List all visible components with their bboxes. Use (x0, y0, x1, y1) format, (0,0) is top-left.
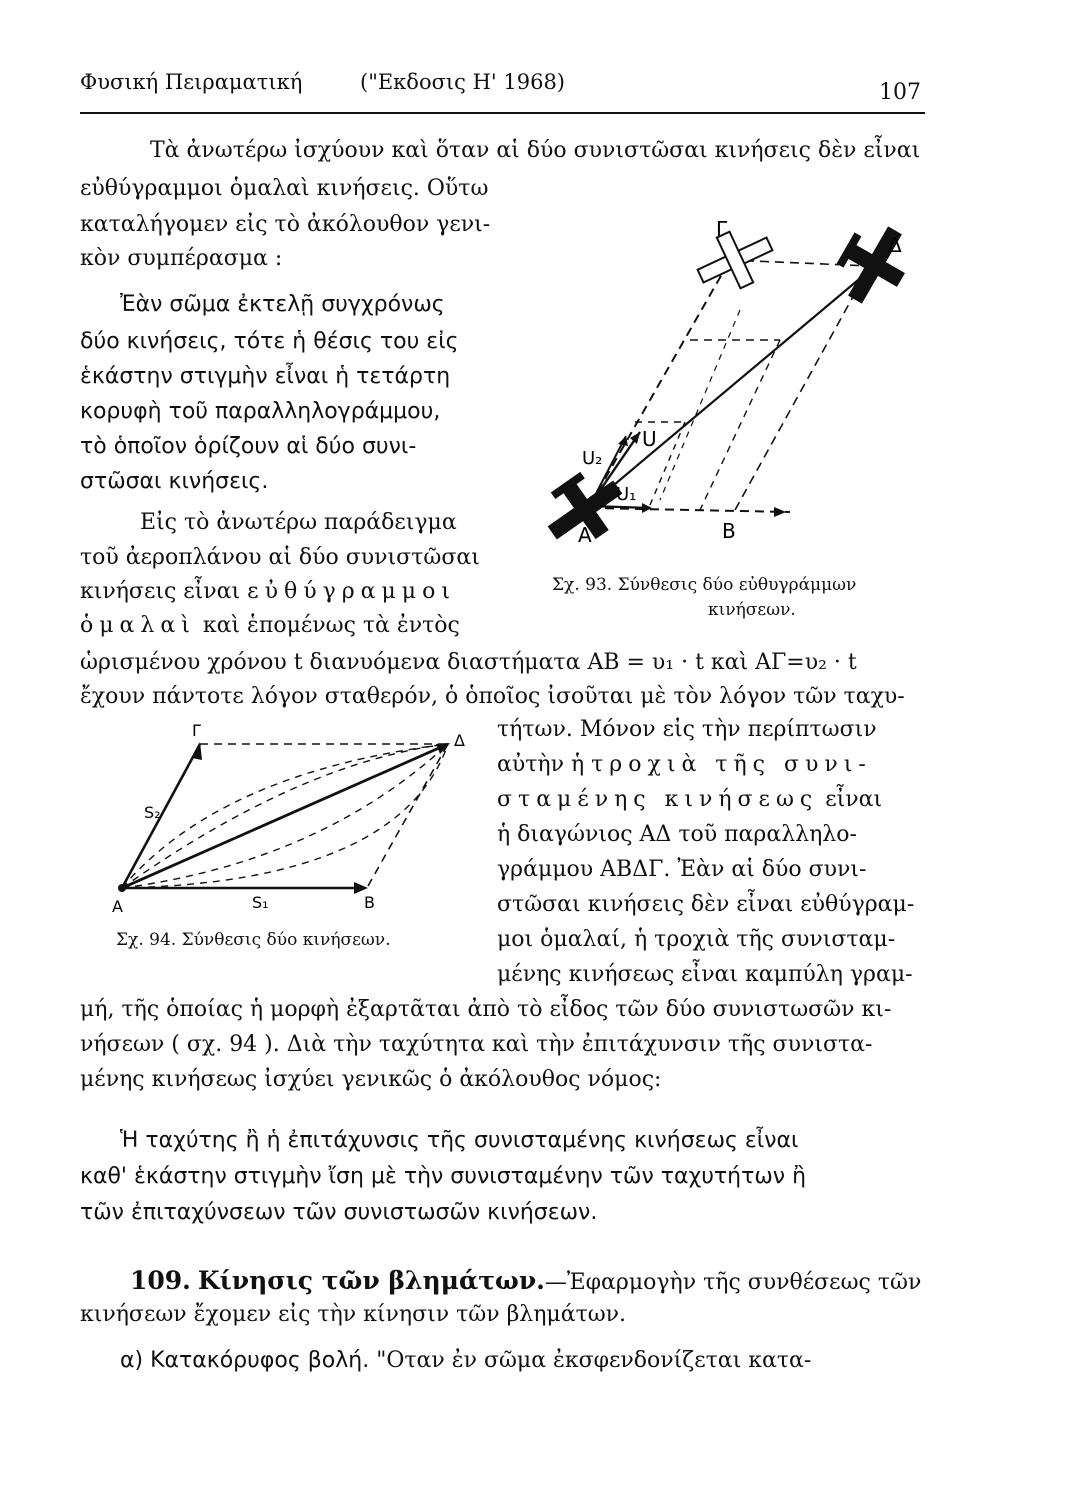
fig93-inner-d1 (700, 340, 780, 510)
edition-note: ("Εκδοσις Η' 1968) (360, 70, 565, 94)
section-109-number: 109. (130, 1266, 191, 1295)
para2-line5: ὡρισμένου χρόνου t διανυόμενα διαστήματα ΑΒ = υ₁ · t καὶ ΑΓ=υ₂ · t (80, 650, 857, 675)
section-109-line1 (130, 1266, 921, 1298)
fig94-label-g: Γ (192, 722, 201, 740)
para2-line3 (80, 577, 456, 607)
law-line2: καθ' ἑκάστην στιγμὴν ἴση μὲ τὴν συνισταμένην τῶν ταχυτήτων ἢ (80, 1164, 807, 1189)
para2-line10: ἡ διαγώνιος ΑΔ τοῦ παραλληλο- (497, 822, 857, 847)
para2-line7: τήτων. Μόνον εἰς τὴν περίπτωσιν (497, 717, 877, 742)
fig93-side-ab (590, 508, 790, 512)
para2-line14: μένης κινήσεως εἶναι καμπύλη γραμ- (497, 962, 913, 987)
running-title: Φυσική Πειραματική (80, 70, 303, 94)
rule1-line2: δύο κινήσεις, τότε ἡ θέσις του εἰς (80, 329, 459, 354)
para1-line2: εὐθύγραμμοι ὁμαλαὶ κινήσεις. Οὕτω (80, 176, 489, 201)
para2-line6: ἔχουν πάντοτε λόγον σταθερόν, ὁ ὁποῖος ἰσοῦται μὲ τὸν λόγον τῶν ταχυ- (80, 684, 905, 709)
fig93-plane-d-icon (826, 213, 921, 314)
para2-line17: μένης κινήσεως ἰσχύει γενικῶς ὁ ἀκόλουθος νόμος: (80, 1067, 662, 1092)
section-109-title: Κίνησις τῶν βλημάτων. (197, 1266, 545, 1295)
fig94-side-bd (368, 744, 448, 886)
law-line3: τῶν ἐπιταχύνσεων τῶν συνιστωσῶν κινήσεων. (80, 1200, 598, 1225)
fig94-caption: Σχ. 94. Σύνθεσις δύο κινήσεων. (116, 930, 391, 950)
para2-line8 (497, 750, 872, 780)
figure-93 (540, 200, 930, 560)
para1-line4: κὸν συμπέρασμα : (80, 246, 283, 271)
para2-line9a: σταμένης κινήσεως (497, 787, 819, 812)
item-a-text: "Οταν ἐν σῶμα ἐκσφενδονίζεται κατα- (376, 1348, 812, 1373)
fig94-label-s2: S₂ (144, 803, 161, 822)
fig93-caption-line2: κινήσεων. (708, 600, 796, 620)
para2-line3a: κινήσεις εἶναι (80, 579, 241, 604)
para2-line12: στῶσαι κινήσεις δὲν εἶναι εὐθύγραμ- (497, 892, 915, 917)
fig94-label-d: Δ (454, 731, 465, 750)
fig94-diagonal-ad (122, 744, 448, 888)
para2-line9 (497, 785, 882, 815)
para2-line9b: εἶναι (825, 787, 883, 812)
para2-line4 (80, 611, 460, 641)
para2-line13: μοι ὁμαλαί, ἡ τροχιὰ τῆς συνισταμ- (497, 927, 896, 952)
fig93-side-bd (735, 266, 870, 510)
page-number: 107 (879, 80, 921, 105)
item-a (120, 1346, 811, 1376)
law-line1: Ἡ ταχύτης ἢ ἡ ἐπιτάχυνσις τῆς συνισταμένης κινήσεως εἶναι (120, 1128, 799, 1153)
rule1-line4: κορυφὴ τοῦ παραλληλογράμμου, (80, 399, 441, 424)
item-a-label: α) Κατακόρυφος βολή. (120, 1348, 370, 1373)
fig94-label-s1: S₁ (252, 893, 269, 912)
section-109-text2: κινήσεων ἔχομεν εἰς τὴν κίνησιν τῶν βλημάτων. (80, 1302, 627, 1327)
para1-line1: Τὰ ἀνωτέρω ἰσχύουν καὶ ὅταν αἱ δύο συνιστῶσαι κινήσεις δὲν εἶναι (150, 138, 921, 163)
fig93-arrowhead-b (774, 507, 786, 517)
fig94-label-a: Α (112, 897, 123, 916)
fig93-label-b: Β (722, 519, 736, 543)
para2-line1: Εἰς τὸ ἀνωτέρω παράδειγμα (140, 510, 457, 535)
fig93-label-u1: U₁ (616, 484, 637, 505)
para2-line8b: τροχιὰ τῆς συνι- (591, 752, 872, 777)
fig93-caption-line1: Σχ. 93. Σύνθεσις δύο εὐθυγράμμων (552, 575, 857, 595)
para2-line3b: εὐθύγραμμοι (247, 579, 456, 604)
para2-line15: μή, τῆς ὁποίας ἡ μορφὴ ἐξαρτᾶται ἀπὸ τὸ εἶδος τῶν δύο συνιστωσῶν κι- (80, 997, 892, 1022)
fig93-inner-d3 (660, 310, 740, 500)
fig93-label-d: Δ (888, 233, 902, 257)
figure-94 (100, 722, 480, 922)
para2-line8a: αὐτὴν ἡ (497, 752, 585, 777)
fig93-plane-g-icon (689, 219, 782, 302)
fig94-label-b: Β (364, 893, 375, 912)
fig94-point-a (118, 884, 126, 892)
fig93-side-ag (590, 260, 730, 505)
para2-line4b: καὶ ἑπομένως τὰ ἐντὸς (202, 613, 460, 638)
fig93-label-a: Α (578, 523, 592, 547)
para1-line3: καταλήγομεν εἰς τὸ ἀκόλουθον γενι- (80, 212, 491, 237)
fig93-arrowhead-u2 (618, 436, 628, 446)
fig94-arrowhead-d (436, 743, 450, 754)
para2-line16: νήσεων ( σχ. 94 ). Διὰ τὴν ταχύτητα καὶ τὴν ἐπιτάχυνσιν τῆς συνιστα- (80, 1032, 873, 1057)
para2-line2: τοῦ ἀεροπλάνου αἱ δύο συνιστῶσαι (80, 545, 480, 570)
fig94-side-ag (122, 744, 200, 888)
fig93-label-u2: U₂ (582, 448, 603, 469)
fig93-resultant-line (590, 270, 870, 505)
rule1-line3: ἑκάστην στιγμὴν εἶναι ἡ τετάρτη (80, 364, 451, 389)
rule1-line5: τὸ ὁποῖον ὁρίζουν αἱ δύο συνι- (80, 434, 417, 459)
rule1-line6: στῶσαι κινήσεις. (80, 469, 269, 494)
section-109-text1: —Ἐφαρμογὴν τῆς συνθέσεως τῶν (544, 1270, 922, 1295)
fig93-label-g: Γ (716, 217, 728, 241)
page-header (80, 66, 925, 114)
para2-line11: γράμμου ΑΒΔΓ. Ἐὰν αἱ δύο συνι- (497, 857, 867, 882)
para2-line4a: ὁμαλαὶ (80, 613, 196, 638)
rule1-line1: Ἐὰν σῶμα ἐκτελῇ συγχρόνως (120, 292, 445, 317)
fig93-label-u: U (642, 427, 657, 451)
